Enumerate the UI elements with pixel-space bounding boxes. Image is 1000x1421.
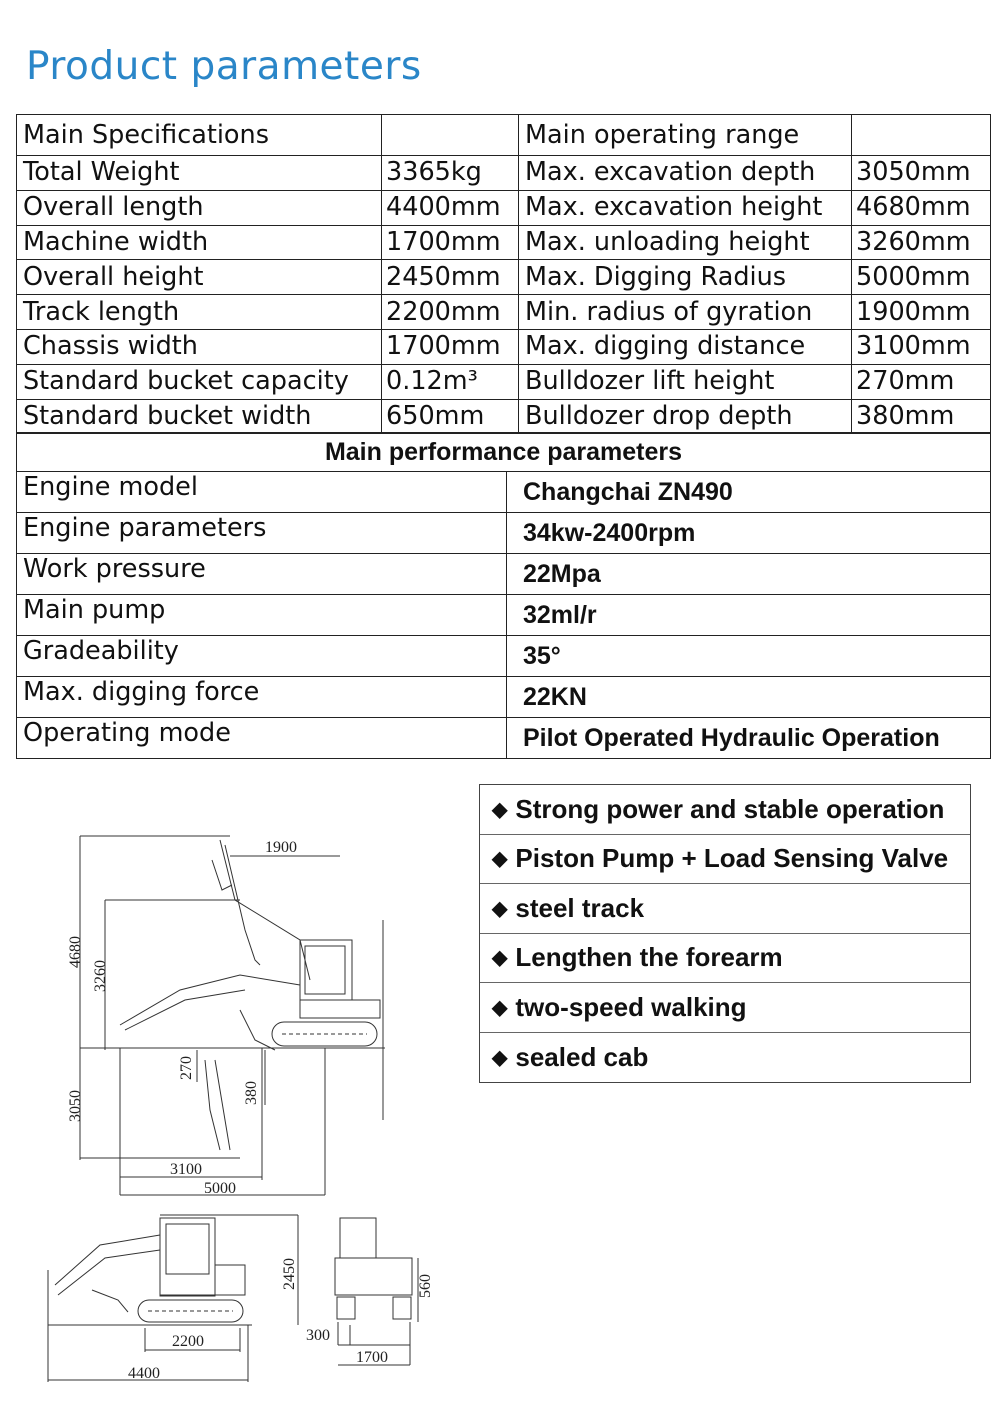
diamond-bullet-icon: ◆ xyxy=(492,848,508,871)
spec-label: Overall length xyxy=(17,190,382,225)
spec-label: Chassis width xyxy=(17,329,382,364)
diamond-bullet-icon: ◆ xyxy=(492,996,508,1019)
dim-label: 2450 xyxy=(281,1258,298,1290)
spec-value: 3365kg xyxy=(382,156,519,191)
spec-value: 2200mm xyxy=(382,295,519,330)
spec-value: 1700mm xyxy=(382,225,519,260)
range-label: Max. digging distance xyxy=(519,329,852,364)
range-value: 1900mm xyxy=(852,295,991,330)
feature-text: Lengthen the forearm xyxy=(515,942,783,973)
dim-label: 1700 xyxy=(356,1349,388,1366)
perf-label: Main pump xyxy=(17,595,507,636)
range-label: Max. excavation depth xyxy=(519,156,852,191)
range-label: Max. Digging Radius xyxy=(519,260,852,295)
range-value: 5000mm xyxy=(852,260,991,295)
range-label: Bulldozer lift height xyxy=(519,364,852,399)
perf-value: 35° xyxy=(507,636,991,677)
spec-label: Standard bucket capacity xyxy=(17,364,382,399)
dim-label: 3100 xyxy=(170,1161,202,1178)
spec-header-left: Main Specifications xyxy=(17,115,382,156)
spec-value: 650mm xyxy=(382,399,519,434)
perf-label: Work pressure xyxy=(17,554,507,595)
perf-label: Max. digging force xyxy=(17,677,507,718)
perf-label: Operating mode xyxy=(17,718,507,759)
feature-text: steel track xyxy=(515,892,645,923)
dim-label: 560 xyxy=(417,1274,434,1298)
perf-value: 34kw-2400rpm xyxy=(507,513,991,554)
perf-value: Changchai ZN490 xyxy=(507,472,991,513)
feature-text: Strong power and stable operation xyxy=(515,793,945,824)
spec-label: Standard bucket width xyxy=(17,399,382,434)
spec-value: 2450mm xyxy=(382,260,519,295)
diamond-bullet-icon: ◆ xyxy=(492,897,508,920)
spec-label: Track length xyxy=(17,295,382,330)
page-title: Product parameters xyxy=(26,44,422,89)
range-value: 4680mm xyxy=(852,190,991,225)
perf-label: Engine model xyxy=(17,472,507,513)
spec-label: Total Weight xyxy=(17,156,382,191)
spec-header-right: Main operating range xyxy=(519,115,852,156)
spec-value: 0.12m³ xyxy=(382,364,519,399)
perf-label: Engine parameters xyxy=(17,513,507,554)
range-label: Bulldozer drop depth xyxy=(519,399,852,434)
dim-label: 270 xyxy=(178,1056,195,1080)
spec-label: Machine width xyxy=(17,225,382,260)
dim-label: 4400 xyxy=(128,1365,160,1382)
perf-value: Pilot Operated Hydraulic Operation xyxy=(507,718,991,759)
dim-label: 300 xyxy=(306,1327,330,1344)
range-label: Max. unloading height xyxy=(519,225,852,260)
dim-label: 1900 xyxy=(265,839,297,856)
spec-value: 4400mm xyxy=(382,190,519,225)
diamond-bullet-icon: ◆ xyxy=(492,1046,508,1069)
range-value: 3260mm xyxy=(852,225,991,260)
diamond-bullet-icon: ◆ xyxy=(492,947,508,970)
dim-label: 3050 xyxy=(67,1090,84,1122)
spec-value: 1700mm xyxy=(382,329,519,364)
dim-label: 2200 xyxy=(172,1333,204,1350)
diamond-bullet-icon: ◆ xyxy=(492,798,508,821)
perf-header: Main performance parameters xyxy=(17,433,991,472)
feature-text: Piston Pump + Load Sensing Valve xyxy=(515,843,949,874)
range-label: Min. radius of gyration xyxy=(519,295,852,330)
feature-text: sealed cab xyxy=(515,1041,649,1072)
dim-label: 4680 xyxy=(67,936,84,968)
perf-value: 22KN xyxy=(507,677,991,718)
range-label: Max. excavation height xyxy=(519,190,852,225)
dim-label: 5000 xyxy=(204,1180,236,1197)
range-value: 380mm xyxy=(852,399,991,434)
perf-value: 32ml/r xyxy=(507,595,991,636)
range-value: 270mm xyxy=(852,364,991,399)
spec-label: Overall height xyxy=(17,260,382,295)
dim-label: 3260 xyxy=(92,960,109,992)
range-value: 3050mm xyxy=(852,156,991,191)
feature-text: two-speed walking xyxy=(515,991,747,1022)
dim-label: 380 xyxy=(243,1081,260,1105)
perf-value: 22Mpa xyxy=(507,554,991,595)
range-value: 3100mm xyxy=(852,329,991,364)
perf-label: Gradeability xyxy=(17,636,507,677)
